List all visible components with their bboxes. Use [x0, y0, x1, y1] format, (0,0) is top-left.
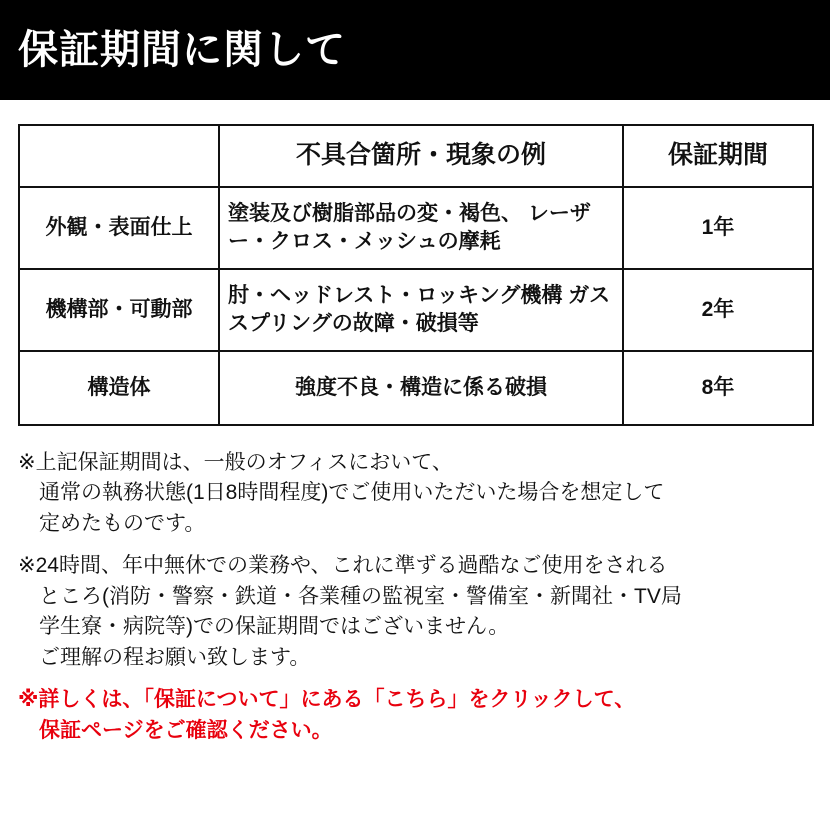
note-item [18, 551, 812, 673]
note-line: ところ(消防・警察・鉄道・各業種の監視室・警備室・新聞社・TV局 [18, 584, 682, 608]
row-symptom-line1: 肘・ヘッドレスト・ロッキング機構 [228, 283, 563, 307]
row-symptom-line2: ガススプリングの故障・破損等 [228, 283, 611, 335]
table-header-symptom: 不具合箇所・現象の例 [219, 125, 623, 187]
table-header-period: 保証期間 [623, 125, 813, 187]
row-category: 機構部・可動部 [19, 269, 219, 351]
note-line: ※上記保証期間は、一般のオフィスにおいて、 [18, 451, 453, 474]
row-symptom-line2: レーザー・クロス・メッシュの摩耗 [228, 201, 591, 253]
table-header-corner [19, 125, 219, 187]
note-line: ※24時間、年中無休での業務や、これに準ずる過酷なご使用をされる [18, 554, 668, 578]
note-item [18, 448, 812, 539]
row-period: 8年 [623, 351, 813, 425]
note-line: 学生寮・病院等)での保証期間ではございません。 [18, 615, 510, 639]
row-symptom [219, 351, 623, 425]
row-symptom-line1: 塗装及び樹脂部品の変・褐色、 [228, 201, 522, 225]
page-title: 保証期間に関して [18, 28, 346, 72]
warning-line: 保証ページをご確認ください。 [18, 718, 333, 742]
row-symptom [219, 187, 623, 269]
row-period: 1年 [623, 187, 813, 269]
table-row [19, 269, 813, 351]
note-line: 通常の執務状態(1日8時間程度)でご使用いただいた場合を想定して [18, 481, 665, 505]
row-period: 2年 [623, 269, 813, 351]
page-header [0, 0, 830, 100]
row-symptom-line1: 強度不良・構造に係る破損 [295, 375, 547, 399]
row-category: 構造体 [19, 351, 219, 425]
warning-line: ※詳しくは、「保証について」にある「こちら」をクリックして、 [18, 688, 636, 712]
note-line: ご理解の程お願い致します。 [18, 645, 311, 669]
table-row [19, 351, 813, 425]
table-header-row [19, 125, 813, 187]
row-symptom [219, 269, 623, 351]
notes-section [0, 448, 830, 746]
warranty-table [18, 124, 814, 426]
row-category: 外観・表面仕上 [19, 187, 219, 269]
note-line: 定めたものです。 [18, 511, 206, 535]
table-row [19, 187, 813, 269]
table-section [0, 100, 830, 426]
warranty-warning [18, 685, 812, 746]
